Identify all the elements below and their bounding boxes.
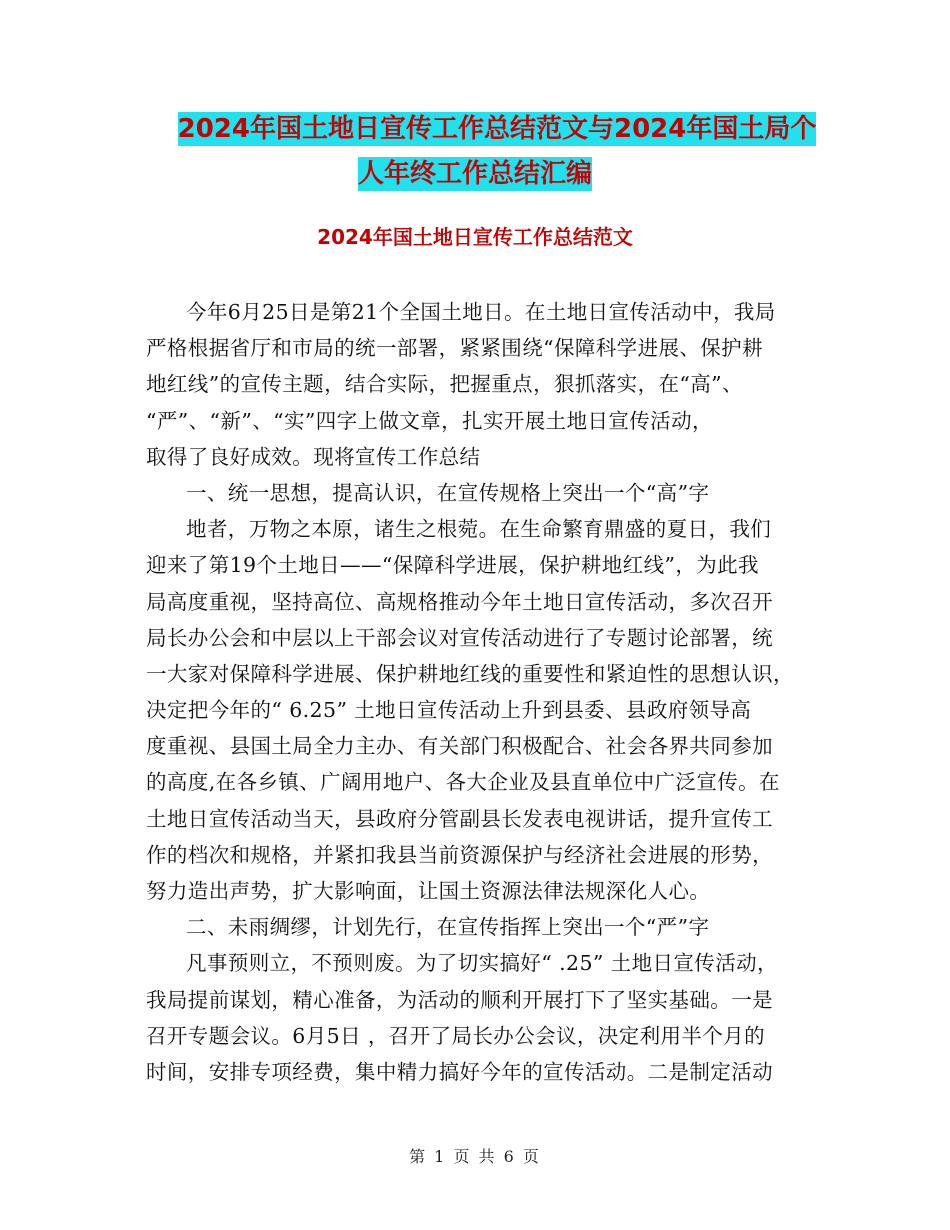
body-text [146, 294, 826, 1090]
section-heading-line: 二、未雨绸缪，计划先行，在宣传指挥上突出一个“严”字 [186, 915, 710, 940]
page-footer: 第 1 页 共 6 页 [409, 1147, 541, 1166]
paragraph-line: 我局提前谋划，精心准备，为活动的顺利开展打下了坚实基础。一是 [146, 987, 773, 1012]
paragraph-line: 地红线”的宣传主题，结合实际，把握重点，狠抓落实，在“高”、 [146, 372, 743, 397]
paragraph-line: 土地日宣传活动当天，县政府分管副县长发表电视讲话，提升宣传工 [146, 806, 773, 831]
paragraph-line: 召开专题会议。6月5日 ，召开了局长办公会议，决定利用半个月的 [146, 1023, 765, 1048]
section-title: 2024年国土地日宣传工作总结范文 [317, 225, 633, 249]
paragraph-line: 一大家对保障科学进展、保护耕地红线的重要性和紧迫性的思想认识， [146, 661, 794, 686]
paragraph-line: 迎来了第19个土地日——“保障科学进展，保护耕地红线”，为此我 [146, 553, 759, 578]
paragraph-line: 局高度重视，坚持高位、高规格推动今年土地日宣传活动，多次召开 [146, 589, 773, 614]
paragraph-line: 凡事预则立，不预则废。为了切实搞好“ .25” 土地日宣传活动， [186, 951, 778, 976]
main-title-line-1: 2024年国土地日宣传工作总结范文与2024年国土局个 [177, 114, 817, 144]
paragraph-line: 取得了良好成效。现将宣传工作总结 [146, 444, 481, 469]
paragraph-line: 努力造出声势，扩大影响面，让国土资源法律法规深化人心。 [146, 879, 711, 903]
paragraph-line: 作的档次和规格，并紧扣我县当前资源保护与经济社会进展的形势， [146, 842, 773, 867]
paragraph-line: 的高度,在各乡镇、广阔用地户、各大企业及县直单位中广泛宣传。在 [146, 770, 780, 795]
paragraph-line: “严”、“新”、“实”四字上做文章，扎实开展土地日宣传活动， [146, 408, 713, 433]
paragraph-line: 时间，安排专项经费，集中精力搞好今年的宣传活动。二是制定活动 [146, 1059, 773, 1084]
paragraph-line: 今年6月25日是第21个全国土地日。在土地日宣传活动中，我局 [186, 300, 776, 324]
main-title-line-2: 人年终工作总结汇编 [357, 159, 592, 189]
paragraph-line: 地者，万物之本原，诸生之根菀。在生命繁育鼎盛的夏日，我们 [186, 517, 772, 542]
section-heading-line: 一、统一思想，提高认识，在宣传规格上突出一个“高”字 [186, 480, 710, 505]
paragraph-line: 局长办公会和中层以上干部会议对宣传活动进行了专题讨论部署，统 [146, 625, 773, 650]
paragraph-line: 严格根据省厅和市局的统一部署，紧紧围绕“保障科学进展、保护耕 [146, 336, 763, 361]
paragraph-line: 决定把今年的“ 6.25” 土地日宣传活动上升到县委、县政府领导高 [146, 698, 752, 723]
paragraph-line: 度重视、县国土局全力主办、有关部门积极配合、社会各界共同参加 [146, 734, 773, 759]
